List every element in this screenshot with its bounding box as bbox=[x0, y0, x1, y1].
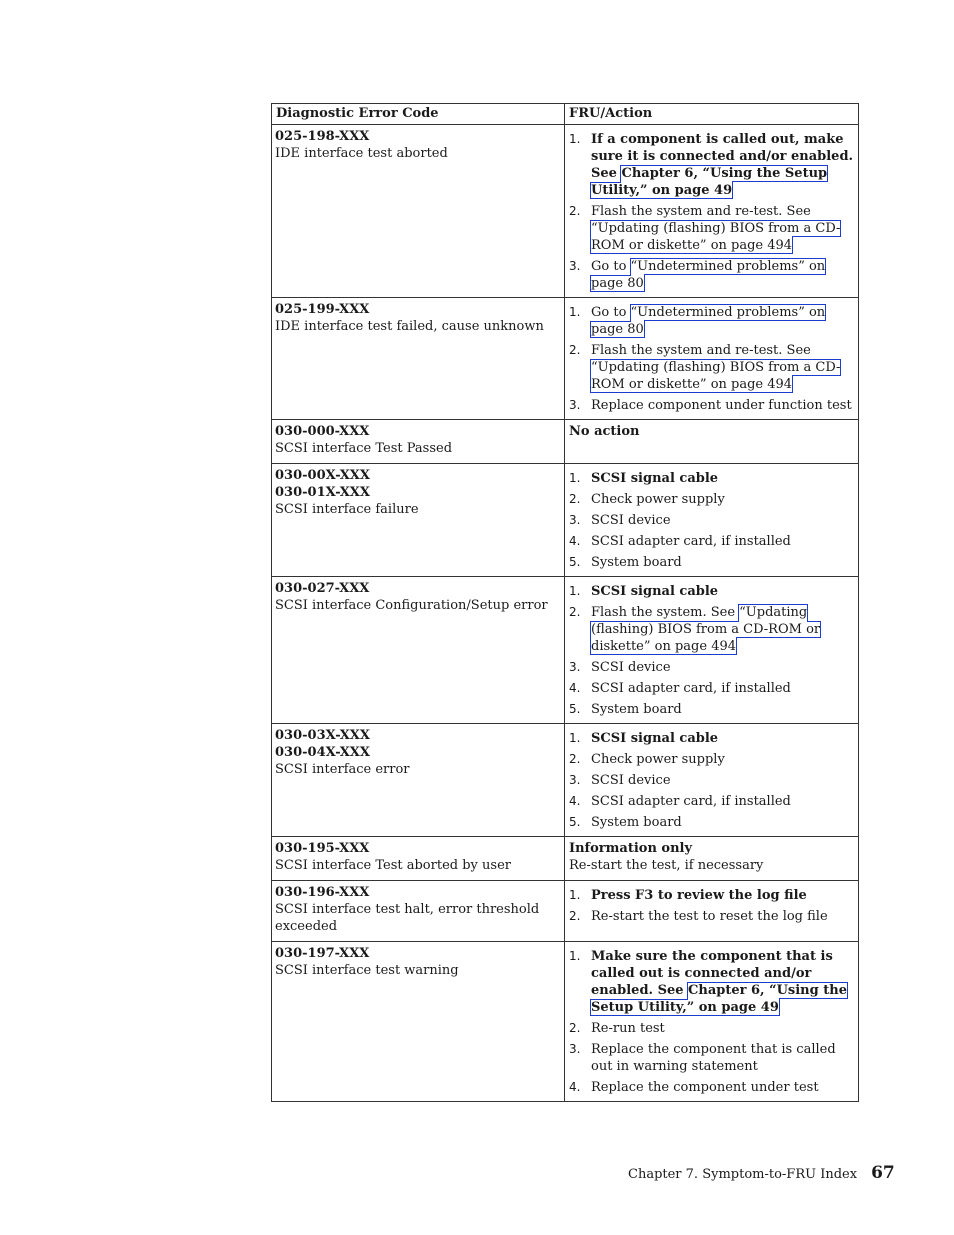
step-number: 1. bbox=[569, 731, 581, 745]
action-steps-list bbox=[569, 583, 855, 718]
error-code: 030-196-XXX bbox=[275, 885, 370, 900]
table-row bbox=[272, 942, 859, 1102]
cross-reference-link[interactable]: “Updating (flashing) BIOS from a CD-ROM or diskette” on page 494 bbox=[591, 605, 821, 654]
step-text: Make sure the component that is called out is connected and/or enabled. See bbox=[591, 949, 833, 998]
cross-reference-link[interactable]: Chapter 6, “Using the Setup Utility,” on page 49 bbox=[591, 166, 828, 198]
error-description: IDE interface test failed, cause unknown bbox=[275, 319, 544, 334]
step-number: 4. bbox=[569, 681, 581, 695]
action-steps-list bbox=[569, 304, 855, 414]
step-number: 1. bbox=[569, 584, 581, 598]
action-text: Re-start the test, if necessary bbox=[569, 858, 764, 873]
action-step bbox=[569, 491, 855, 508]
step-number: 1. bbox=[569, 132, 581, 146]
step-number: 2. bbox=[569, 492, 581, 506]
table-row bbox=[272, 724, 859, 837]
step-text: SCSI adapter card, if installed bbox=[591, 534, 791, 549]
step-number: 2. bbox=[569, 752, 581, 766]
action-step bbox=[569, 730, 855, 747]
error-description: SCSI interface failure bbox=[275, 502, 419, 517]
cross-reference-link[interactable]: Chapter 6, “Using the Setup Utility,” on page 49 bbox=[591, 983, 847, 1015]
action-step bbox=[569, 470, 855, 487]
step-number: 1. bbox=[569, 888, 581, 902]
header-diagnostic-error-code: Diagnostic Error Code bbox=[272, 104, 565, 125]
step-number: 2. bbox=[569, 204, 581, 218]
table-row bbox=[272, 125, 859, 298]
step-number: 3. bbox=[569, 773, 581, 787]
action-step bbox=[569, 659, 855, 676]
fru-action-cell bbox=[565, 837, 859, 881]
action-steps-list bbox=[569, 887, 855, 925]
action-steps-list bbox=[569, 470, 855, 571]
step-text: Flash the system. See bbox=[591, 605, 740, 620]
error-code: 030-195-XXX bbox=[275, 841, 370, 856]
step-text: Go to bbox=[591, 305, 631, 320]
step-text: Check power supply bbox=[591, 752, 725, 767]
action-steps-list bbox=[569, 948, 855, 1096]
action-step bbox=[569, 1020, 855, 1037]
error-code: 030-027-XXX bbox=[275, 581, 370, 596]
error-description: SCSI interface test halt, error threshold exceeded bbox=[275, 902, 540, 934]
step-text: If a component is called out, make sure it is connected and/or enabled. See bbox=[591, 132, 854, 181]
fru-action-cell bbox=[565, 420, 859, 464]
step-number: 1. bbox=[569, 471, 581, 485]
page-footer bbox=[628, 1163, 895, 1183]
fru-action-cell bbox=[565, 942, 859, 1102]
action-step bbox=[569, 1079, 855, 1096]
cross-reference-link[interactable]: “Undetermined problems” on page 80 bbox=[591, 259, 826, 291]
step-text: Go to bbox=[591, 259, 631, 274]
step-number: 3. bbox=[569, 259, 581, 273]
step-number: 4. bbox=[569, 1080, 581, 1094]
step-text: SCSI signal cable bbox=[591, 584, 719, 599]
step-number: 2. bbox=[569, 909, 581, 923]
error-code: 025-199-XXX bbox=[275, 302, 370, 317]
step-text: Replace component under function test bbox=[591, 398, 852, 413]
fru-action-cell bbox=[565, 724, 859, 837]
step-number: 3. bbox=[569, 660, 581, 674]
error-description: SCSI interface test warning bbox=[275, 963, 459, 978]
action-step bbox=[569, 533, 855, 550]
error-code: 030-000-XXX bbox=[275, 424, 370, 439]
action-step bbox=[569, 814, 855, 831]
step-number: 3. bbox=[569, 1042, 581, 1056]
error-description: SCSI interface Test Passed bbox=[275, 441, 453, 456]
error-code-cell bbox=[272, 942, 565, 1102]
step-text: SCSI device bbox=[591, 773, 671, 788]
table-row bbox=[272, 837, 859, 881]
diagnostic-error-table bbox=[271, 103, 859, 1102]
step-number: 2. bbox=[569, 343, 581, 357]
table-row bbox=[272, 464, 859, 577]
step-text: Replace the component under test bbox=[591, 1080, 819, 1095]
error-code-cell bbox=[272, 837, 565, 881]
step-number: 3. bbox=[569, 398, 581, 412]
fru-action-cell bbox=[565, 577, 859, 724]
step-text: Replace the component that is called out in warning statement bbox=[591, 1042, 836, 1074]
action-step bbox=[569, 342, 855, 393]
step-number: 4. bbox=[569, 534, 581, 548]
action-step bbox=[569, 583, 855, 600]
step-number: 4. bbox=[569, 794, 581, 808]
error-code: 030-00X-XXX bbox=[275, 468, 370, 483]
step-text: Check power supply bbox=[591, 492, 725, 507]
step-text: Flash the system and re-test. See bbox=[591, 204, 811, 219]
error-code-cell bbox=[272, 577, 565, 724]
error-code: 025-198-XXX bbox=[275, 129, 370, 144]
table-row bbox=[272, 881, 859, 942]
action-step bbox=[569, 512, 855, 529]
action-step bbox=[569, 701, 855, 718]
cross-reference-link[interactable]: “Undetermined problems” on page 80 bbox=[591, 305, 826, 337]
action-step bbox=[569, 680, 855, 697]
step-text: Re-run test bbox=[591, 1021, 665, 1036]
action-step bbox=[569, 1041, 855, 1075]
step-text: SCSI signal cable bbox=[591, 471, 719, 486]
step-number: 2. bbox=[569, 605, 581, 619]
table-row bbox=[272, 420, 859, 464]
action-step bbox=[569, 203, 855, 254]
step-text: SCSI device bbox=[591, 660, 671, 675]
action-step bbox=[569, 887, 855, 904]
action-step bbox=[569, 304, 855, 338]
table-row bbox=[272, 577, 859, 724]
table-header-row bbox=[272, 104, 859, 125]
fru-action-cell bbox=[565, 298, 859, 420]
step-number: 1. bbox=[569, 305, 581, 319]
action-title: Information only bbox=[569, 841, 693, 856]
error-code-cell bbox=[272, 125, 565, 298]
error-description: SCSI interface Test aborted by user bbox=[275, 858, 511, 873]
error-code: 030-197-XXX bbox=[275, 946, 370, 961]
fru-action-cell bbox=[565, 881, 859, 942]
page-number: 67 bbox=[871, 1163, 895, 1183]
step-text: Flash the system and re-test. See bbox=[591, 343, 811, 358]
step-text: SCSI signal cable bbox=[591, 731, 719, 746]
action-step bbox=[569, 948, 855, 1016]
cross-reference-link[interactable]: “Updating (flashing) BIOS from a CD-ROM or diskette” on page 494 bbox=[591, 221, 841, 253]
action-step bbox=[569, 772, 855, 789]
action-step bbox=[569, 751, 855, 768]
step-number: 5. bbox=[569, 555, 581, 569]
step-number: 1. bbox=[569, 949, 581, 963]
step-number: 5. bbox=[569, 815, 581, 829]
action-step bbox=[569, 258, 855, 292]
step-text: SCSI adapter card, if installed bbox=[591, 794, 791, 809]
error-code-cell bbox=[272, 724, 565, 837]
error-description: SCSI interface error bbox=[275, 762, 410, 777]
action-step bbox=[569, 604, 855, 655]
error-code-cell bbox=[272, 881, 565, 942]
error-code-cell bbox=[272, 464, 565, 577]
action-step bbox=[569, 554, 855, 571]
action-step bbox=[569, 131, 855, 199]
fru-action-cell bbox=[565, 464, 859, 577]
table-body bbox=[272, 125, 859, 1102]
action-steps-list bbox=[569, 131, 855, 292]
footer-chapter-title: Chapter 7. Symptom-to-FRU Index bbox=[628, 1167, 858, 1182]
error-description: SCSI interface Configuration/Setup error bbox=[275, 598, 548, 613]
table-row bbox=[272, 298, 859, 420]
step-text: Press F3 to review the log file bbox=[591, 888, 807, 903]
header-fru-action: FRU/Action bbox=[565, 104, 859, 125]
action-step bbox=[569, 793, 855, 810]
cross-reference-link[interactable]: “Updating (flashing) BIOS from a CD-ROM or diskette” on page 494 bbox=[591, 360, 841, 392]
action-title: No action bbox=[569, 424, 640, 439]
step-text: System board bbox=[591, 702, 682, 717]
step-number: 5. bbox=[569, 702, 581, 716]
step-text: System board bbox=[591, 815, 682, 830]
action-step bbox=[569, 397, 855, 414]
error-code: 030-03X-XXX bbox=[275, 728, 370, 743]
action-steps-list bbox=[569, 730, 855, 831]
step-number: 2. bbox=[569, 1021, 581, 1035]
error-code: 030-01X-XXX bbox=[275, 485, 370, 500]
step-text: SCSI adapter card, if installed bbox=[591, 681, 791, 696]
error-description: IDE interface test aborted bbox=[275, 146, 448, 161]
action-step bbox=[569, 908, 855, 925]
fru-action-cell bbox=[565, 125, 859, 298]
error-code-cell bbox=[272, 298, 565, 420]
error-code: 030-04X-XXX bbox=[275, 745, 370, 760]
step-text: System board bbox=[591, 555, 682, 570]
step-text: Re-start the test to reset the log file bbox=[591, 909, 828, 924]
error-code-cell bbox=[272, 420, 565, 464]
step-number: 3. bbox=[569, 513, 581, 527]
step-text: SCSI device bbox=[591, 513, 671, 528]
